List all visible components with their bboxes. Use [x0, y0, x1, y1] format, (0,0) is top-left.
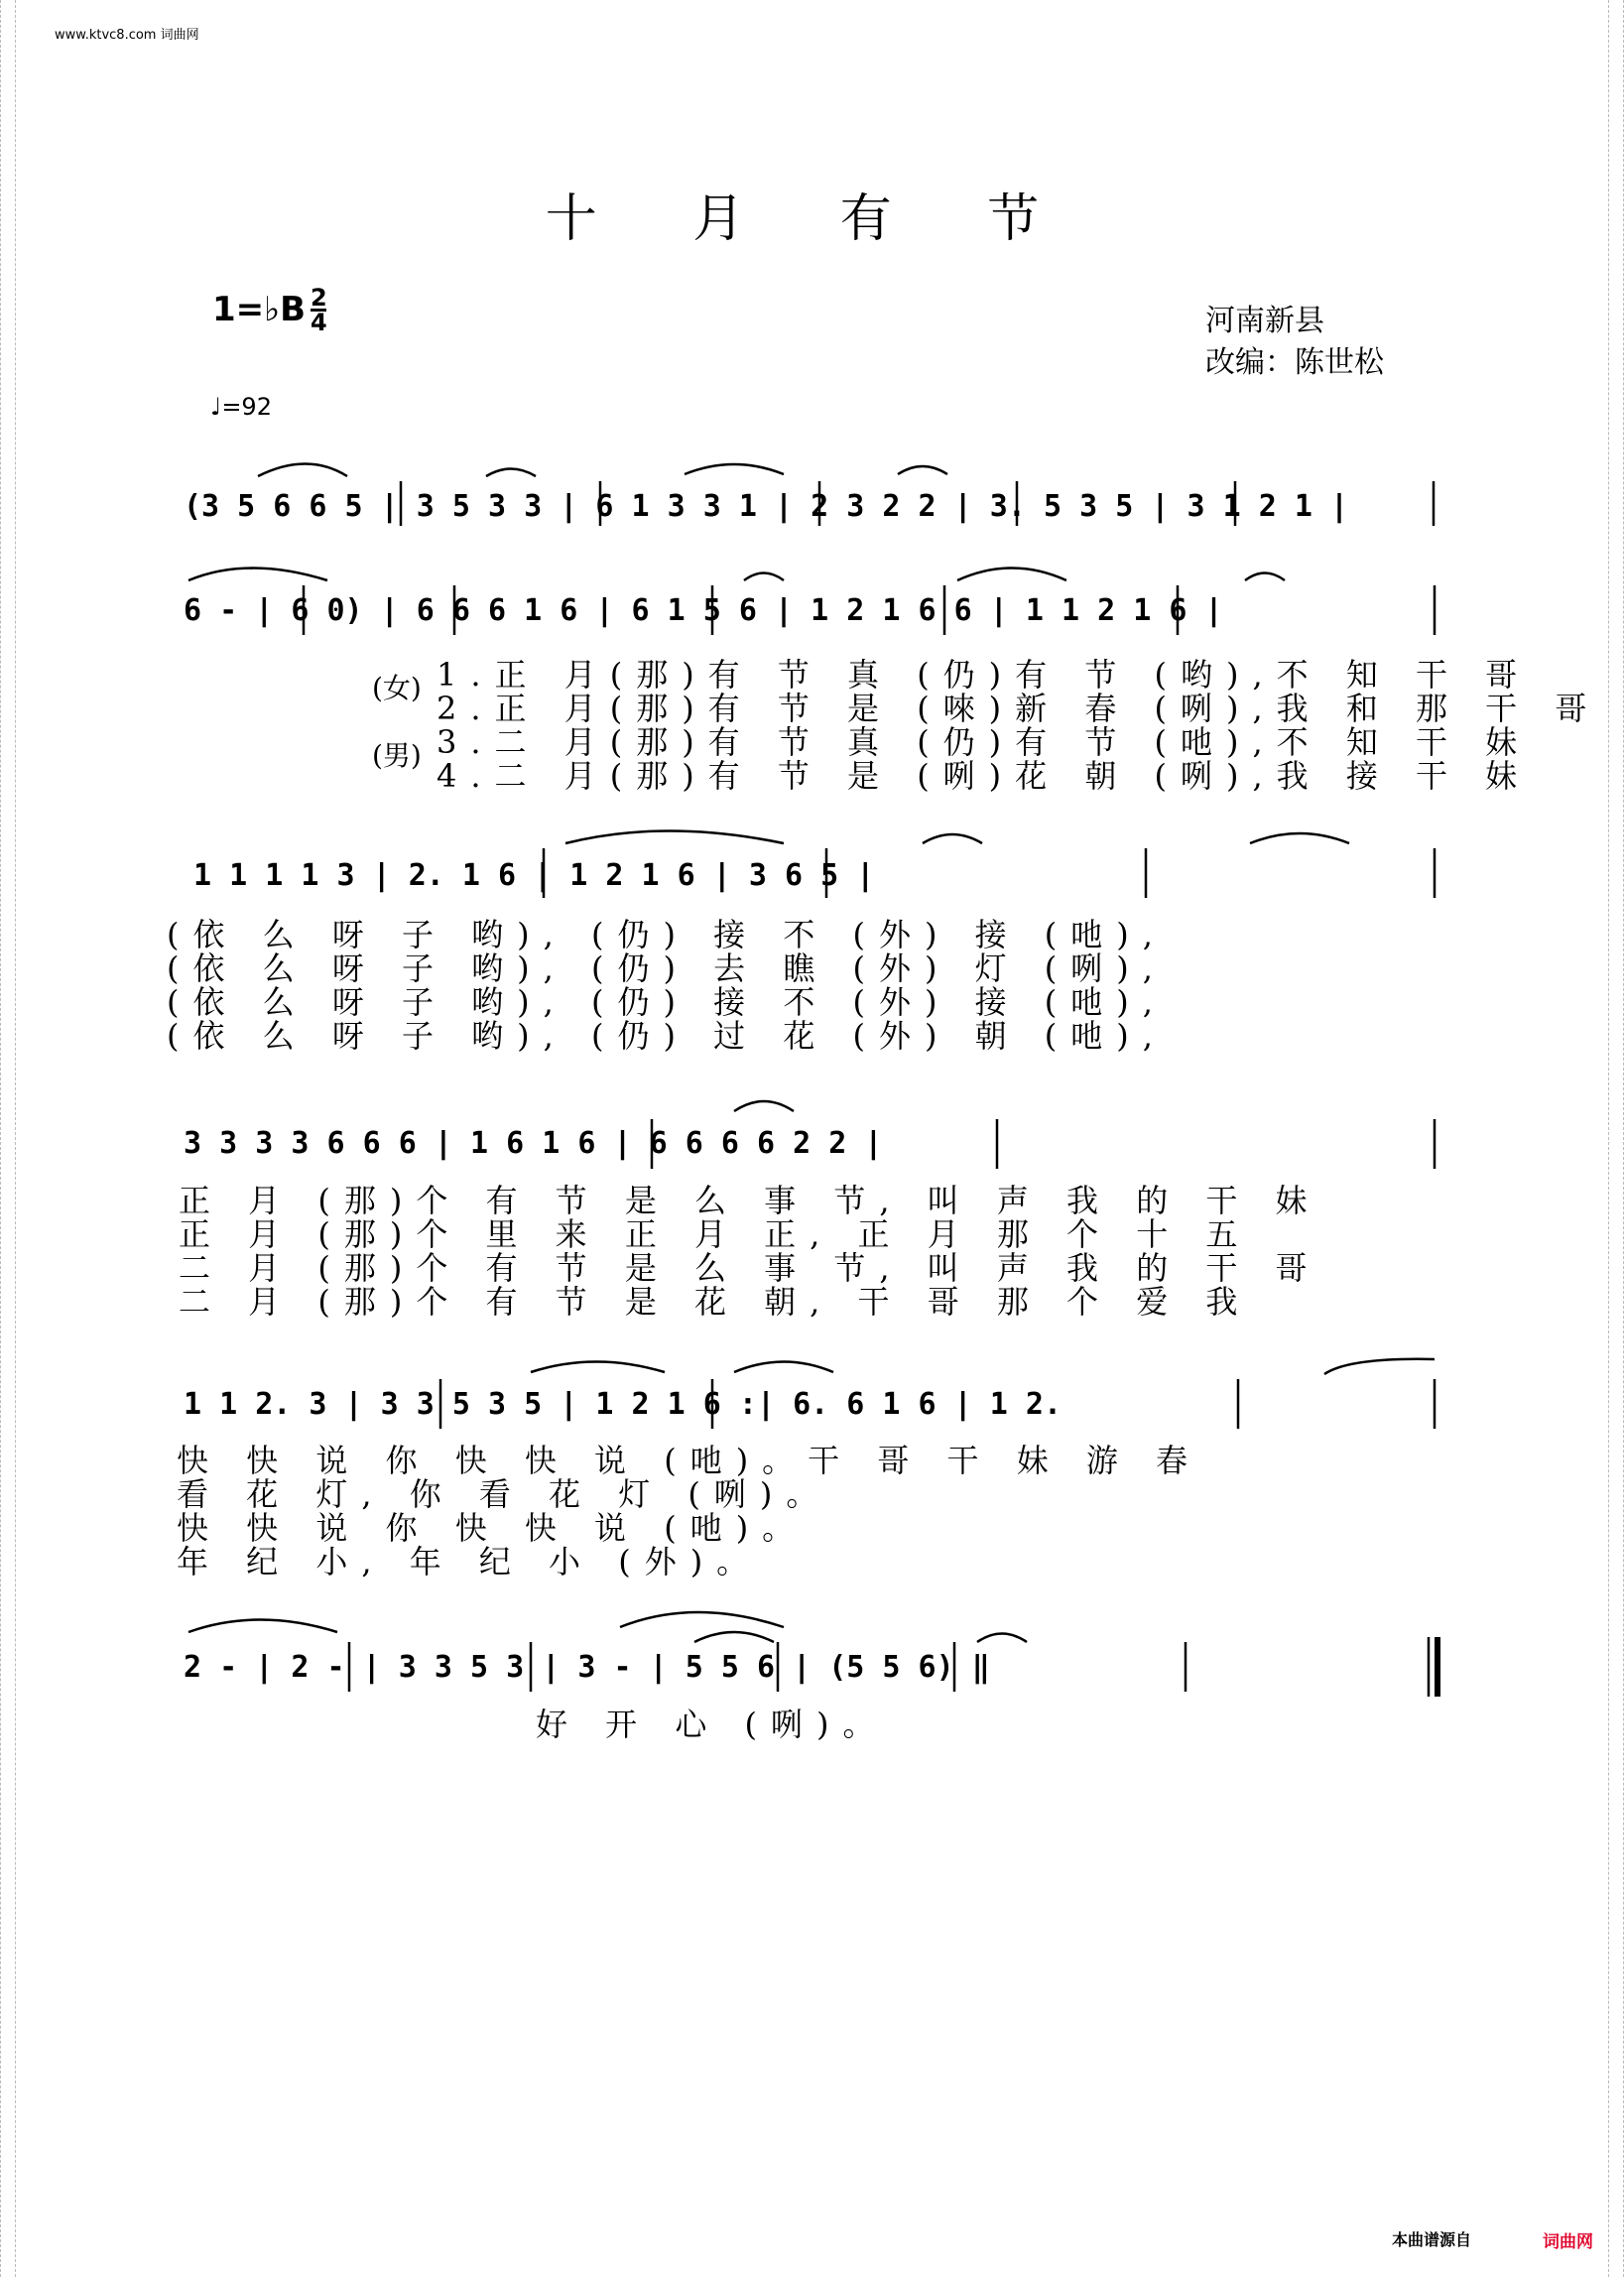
lyric-row-2-verse-3: 3.二 月(那)有 节 真 (仍)有 节 (吔),不 知 干 妹: [437, 723, 1532, 761]
header-site-text[interactable]: www.ktvc8.com 词曲网: [55, 28, 199, 43]
lyric-row-2-verse-2: 2.正 月(那)有 节 是 (唻)新 春 (咧),我 和 那 干 哥: [437, 690, 1601, 727]
lyric-row-3-verse-1: (依 么 呀 子 哟), (仍) 接 不 (外) 接 (吔),: [167, 916, 1167, 953]
lyric-row-6-verse-1: 好 开 心 (咧)。: [536, 1706, 889, 1743]
score-row-6-notes: 2 - | 2 - | 3 3 5 3 | 3 - | 5 5 6 | (5 5 6) ‖: [184, 1650, 990, 1685]
lyric-row-2-verse-4: 4.二 月(那)有 节 是 (咧)花 朝 (咧),我 接 干 妹: [437, 757, 1532, 795]
score-row-2-notes: 6 - | 6 0) | 6 6 6 1 6 | 6 1 5 6 | 1 2 1 6 6 | 1 1 2 1 6 |: [184, 593, 1223, 628]
page-title: 十 月 有 节: [545, 190, 1079, 249]
footer-source-text: 本曲谱源自: [1392, 2230, 1472, 2249]
lyric-row-3-verse-3: (依 么 呀 子 哟), (仍) 接 不 (外) 接 (吔),: [167, 983, 1167, 1021]
time-signature-top: 2: [311, 284, 327, 312]
lyric-row-3-verse-2: (依 么 呀 子 哟), (仍) 去 瞧 (外) 灯 (咧),: [167, 949, 1167, 987]
footer-site-link[interactable]: 词曲网: [1543, 2232, 1593, 2252]
score-row-4-notes: 3 3 3 3 6 6 6 | 1 6 1 6 | 6 6 6 6 2 2 |: [184, 1126, 883, 1161]
origin-text: 河南新县: [1205, 304, 1324, 338]
role-male: (男): [372, 739, 422, 772]
lyric-row-4-verse-3: 二 月 (那)个 有 节 是 么 事 节, 叫 声 我 的 干 哥: [179, 1249, 1321, 1287]
lyric-row-2-verse-1: 1.正 月(那)有 节 真 (仍)有 节 (哟),不 知 干 哥: [437, 656, 1532, 694]
score-row-5-notes: 1 1 2. 3 | 3 3 5 3 5 | 1 2 1 6 :| 6. 6 1 6 | 1 2.: [184, 1387, 1062, 1422]
lyric-row-4-verse-2: 正 月 (那)个 里 来 正 月 正, 正 月 那 个 十 五: [179, 1215, 1252, 1253]
role-female: (女): [372, 672, 422, 704]
lyric-row-5-verse-1: 快 快 说 你 快 快 说 (吔)。干 哥 干 妹 游 春: [177, 1442, 1202, 1479]
lyric-row-3-verse-4: (依 么 呀 子 哟), (仍) 过 花 (外) 朝 (吔),: [167, 1017, 1167, 1055]
tempo-marking: ♩=92: [210, 393, 272, 421]
lyric-row-5-verse-2: 看 花 灯, 你 看 花 灯 (咧)。: [177, 1475, 832, 1513]
lyric-row-5-verse-4: 年 纪 小, 年 纪 小 (外)。: [177, 1543, 763, 1581]
lyric-row-4-verse-4: 二 月 (那)个 有 节 是 花 朝, 干 哥 那 个 爱 我: [179, 1283, 1252, 1321]
lyric-row-5-verse-3: 快 快 说 你 快 快 说 (吔)。: [177, 1509, 809, 1547]
score-row-1-notes: (3 5 6 6 5 | 3 5 3 3 | 6 1 3 3 1 | 2 3 2 2 | 3. 5 3 5 | 3 1 2 1 |: [184, 489, 1348, 524]
score-row-3-notes: 1 1 1 1 3 | 2. 1 6 | 1 2 1 6 | 3 6 5 |: [193, 858, 875, 893]
key-signature: 1=♭B: [212, 290, 307, 329]
lyric-row-4-verse-1: 正 月 (那)个 有 节 是 么 事 节, 叫 声 我 的 干 妹: [179, 1182, 1321, 1219]
time-signature-bottom: 4: [311, 309, 327, 336]
arranger-text: 改编：陈世松: [1205, 345, 1384, 380]
